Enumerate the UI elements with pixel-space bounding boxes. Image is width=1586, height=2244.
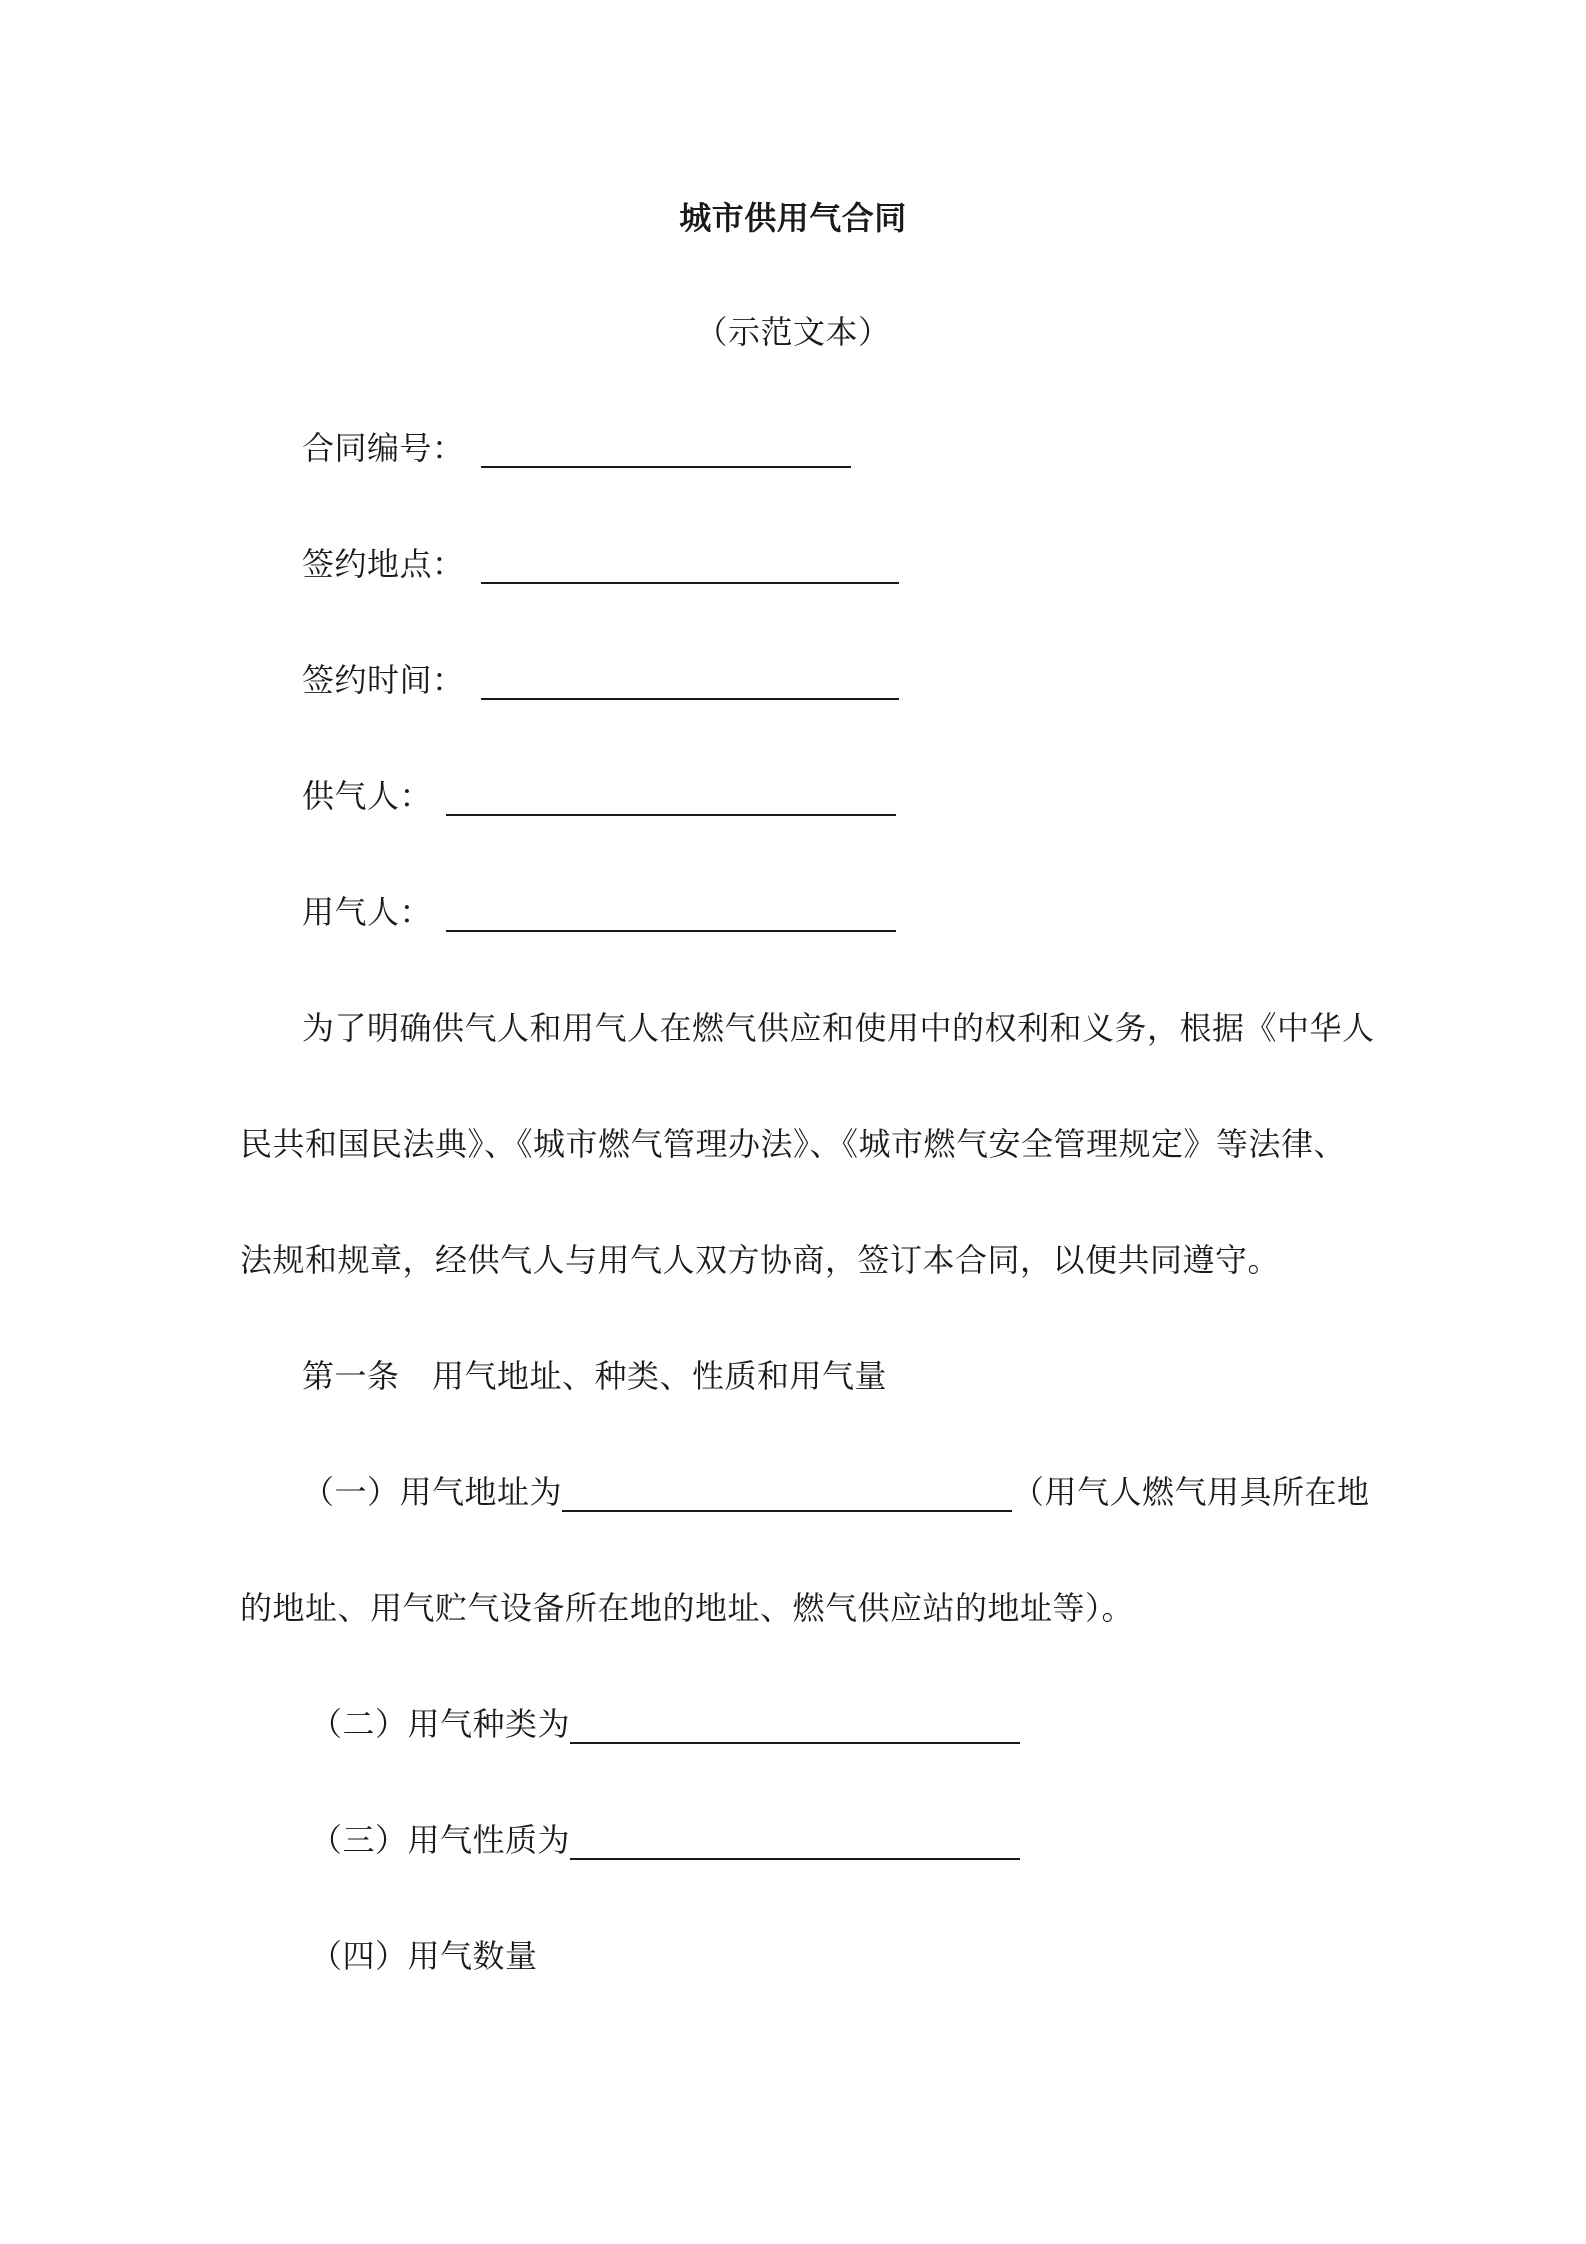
preamble-line-3: 法规和规章，经供气人与用气人双方协商，签订本合同，以便共同遵守。: [240, 1241, 1281, 1279]
document-subtitle: （示范文本）: [695, 313, 891, 351]
contract-no-row: [302, 428, 851, 468]
sign-time-row: [302, 660, 899, 700]
item-1-suffix: （用气人燃气用具所在地: [1012, 1473, 1370, 1511]
article-1-item-1: [302, 1472, 1370, 1512]
sign-time-blank: [481, 664, 899, 700]
sign-place-label: 签约地点：: [302, 545, 465, 583]
item-2-label: （二）用气种类为: [310, 1705, 571, 1743]
sign-place-row: [302, 544, 899, 584]
sign-time-label: 签约时间：: [302, 661, 465, 699]
item-3-label: （三）用气性质为: [310, 1821, 571, 1859]
document-title: 城市供用气合同: [679, 199, 907, 237]
user-row: [302, 892, 896, 932]
article-1-item-3: [310, 1820, 1020, 1860]
supplier-blank: [446, 780, 896, 816]
sign-place-blank: [481, 548, 899, 584]
item-3-blank: [570, 1824, 1020, 1860]
preamble-line-1: 为了明确供气人和用气人在燃气供应和使用中的权利和义务，根据《中华人: [302, 1009, 1375, 1047]
item-2-blank: [570, 1708, 1020, 1744]
user-label: 用气人：: [302, 893, 433, 931]
article-1-item-4: （四）用气数量: [310, 1937, 538, 1975]
user-blank: [446, 896, 896, 932]
article-1-item-1-cont: 的地址、用气贮气设备所在地的地址、燃气供应站的地址等）。: [240, 1589, 1135, 1627]
supplier-label: 供气人：: [302, 777, 433, 815]
contract-no-label: 合同编号：: [302, 429, 465, 467]
article-1-item-2: [310, 1704, 1020, 1744]
article-1-heading: 第一条 用气地址、种类、性质和用气量: [302, 1357, 888, 1395]
supplier-row: [302, 776, 896, 816]
item-1-blank: [562, 1476, 1012, 1512]
preamble-line-2: 民共和国民法典》、《城市燃气管理办法》、《城市燃气安全管理规定》等法律、: [240, 1125, 1347, 1163]
item-1-label: （一）用气地址为: [302, 1473, 563, 1511]
contract-no-blank: [481, 432, 851, 468]
